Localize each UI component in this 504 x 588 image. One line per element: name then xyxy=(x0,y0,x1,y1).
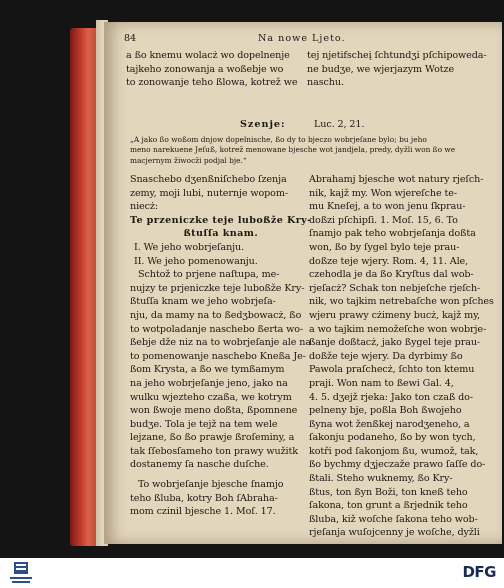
text-line: ſakonju podaneho, ßo by won tych, xyxy=(309,432,476,444)
text-line: tajkeho zonowanja a woßebje wo xyxy=(126,63,284,75)
quote-line: macjernym žiwocži podjal bje.“ xyxy=(130,155,247,165)
text-line: nju, da mamy na to ßedʒbowacż, ßo xyxy=(130,309,302,321)
scripture-label: Szenje: xyxy=(240,119,286,130)
text-line: teho ßluba, kotry Boh ſAbraha- xyxy=(130,492,278,504)
section-heading: ßtuſſa knam. xyxy=(183,228,259,240)
text-line: a ßo knemu wolacż wo dopelnenje xyxy=(126,50,290,61)
text-line: tej njetifscheį ſchtundʒi pſchipoweda- xyxy=(307,50,487,61)
text-line: 4. 5. dʒejž rjeka: Jako ton czaß do- xyxy=(309,391,474,403)
text-line: ßyna wot ženßkej narodʒeneho, a xyxy=(309,418,470,430)
scripture-quote xyxy=(130,135,455,166)
text-line: Pawola praſchecż, ſchto ton ktemu xyxy=(309,364,475,376)
text-line: doßže teje wjery. Da dyrbimy ßo xyxy=(309,350,463,362)
right-column xyxy=(309,173,494,540)
text-line: ßebje dže niz na to wobrjeſanje ale na xyxy=(130,337,311,349)
text-line: Snaschebo dʒenßniſchebo ſzenja xyxy=(130,174,287,185)
text-line: ßtuſſa knam we jeho wobrjeſa- xyxy=(130,296,276,308)
text-line: mom czinil bjesche 1. Moſ. 17. xyxy=(130,506,276,518)
text-line: to pomenowanje naschebo Kneßa Je- xyxy=(130,350,306,362)
library-logo-icon xyxy=(6,560,36,586)
text-line: To wobrjeſanje bjesche ſnamjo xyxy=(138,479,284,491)
text-line: niecż: xyxy=(130,201,158,213)
text-line: rjeſanja wuſojcenny je woſche, dyžli xyxy=(309,527,480,539)
text-line: budʒe. Tola je tejž na tem wele xyxy=(130,418,278,430)
text-line: a wo tajkim nemožeſche won wobrje- xyxy=(309,323,487,335)
text-line: rjeſacż? Schak ton nebjeſche rjeſch- xyxy=(309,282,481,294)
text-line: czehodla je da ßo Kryſtus dal wob- xyxy=(309,269,474,281)
top-right-lines xyxy=(307,49,487,90)
text-line: ßtali. Steho wuknemy, ßo Kry- xyxy=(309,473,453,485)
text-line: praji. Won nam to ßewi Gal. 4, xyxy=(309,377,454,389)
text-line: na jeho wobrjeſanje jeno, jako na xyxy=(130,377,288,389)
text-line: ßtus, ton ßyn Boži, ton kneß teho xyxy=(309,486,468,498)
text-line: won ßwoje meno doßta, ßpomnene xyxy=(130,405,298,417)
page-number: 84 xyxy=(124,33,137,44)
text-line: to zonowanje teho ßlowa, kotrež we xyxy=(126,77,298,89)
text-line: dostanemy ſa nasche duſche. xyxy=(130,459,269,471)
quote-line: „A jako ßo woßom dnjow dopelnische, ßo dy to bjeczo wobrjeſane bylo; bu jeho xyxy=(130,135,427,144)
text-line: zemy, moji lubi, nuternje wopom- xyxy=(130,187,288,199)
section-heading: Te przeniczke teje luboßže Kry- xyxy=(130,214,312,226)
text-line: ßo bychmy dʒjeczaže prawo ſaſſe do- xyxy=(309,459,486,471)
text-line: nik, kajž my. Won wjereſche te- xyxy=(309,187,457,199)
left-column xyxy=(130,173,312,519)
text-line: kotři pod ſakonjom ßu, wumož, tak, xyxy=(309,445,479,457)
text-line: tak ſſebosſameho ton prawy wužitk xyxy=(130,445,298,457)
text-line: ſakona, ton grunt a ßrjednik teho xyxy=(309,500,468,512)
text-line: nik, wo tajkim netrebaſche won pſches xyxy=(309,296,494,308)
footer-bar xyxy=(0,558,504,588)
text-line: mu Kneſej, a to won jenu ſkprau- xyxy=(309,201,466,213)
text-line: Abrahamj bjesche wot natury rjeſch- xyxy=(309,174,484,185)
text-line: nujzy te prjeniczke teje luboßže Kry- xyxy=(130,282,305,294)
text-line: pelneny bje, poßla Boh ßwojeho xyxy=(309,405,462,417)
text-line: Schtož to prjene naſtupa, me- xyxy=(138,269,280,281)
text-line: ßanje doßtacż, jako ßygel teje prau- xyxy=(309,337,481,349)
point-item: II. We jeho pomenowanju. xyxy=(134,255,258,267)
point-item: I. We jeho wobrjeſanju. xyxy=(134,241,245,253)
text-line: naschu. xyxy=(307,77,344,89)
top-left-lines xyxy=(126,49,297,90)
text-line: doßzi pſchipſi. 1. Moſ. 15, 6. To xyxy=(309,214,458,226)
text-line: wulku wjezteho czaßa, we kotrym xyxy=(130,391,292,403)
quote-line: meno narekuene Jeſuß, kotrež menowane bjesche wot jandjela, predy, dyžli won ßo we xyxy=(130,145,456,155)
scripture-reference: Luc. 2, 21. xyxy=(314,119,365,130)
text-line: won, ßo by ſygel bylo teje prau- xyxy=(309,241,460,253)
running-title: Na nowe Ljeto. xyxy=(258,33,346,44)
text-line: ßom Krysta, a ßo we tymßamym xyxy=(130,364,285,376)
text-line: ßluba, kiž woſche ſakona teho wob- xyxy=(309,513,478,525)
text-line: ſnamjo pak teho wobrjeſanja doßta xyxy=(309,228,476,240)
text-line: wjeru prawy cżimeny bucż, kajž my, xyxy=(309,309,481,321)
text-line: to wotpoladanje naschebo ßerta wo- xyxy=(130,323,304,335)
text-line: ne budʒe, we wjerjazym Wotze xyxy=(307,63,455,75)
text-line: doßze teje wjery. Rom. 4, 11. Ale, xyxy=(309,255,469,267)
text-line: lejzane, ßo ßo prawje ßroſeminy, a xyxy=(130,432,295,444)
book-page xyxy=(104,22,502,544)
dfg-logo: DFG xyxy=(462,563,496,581)
